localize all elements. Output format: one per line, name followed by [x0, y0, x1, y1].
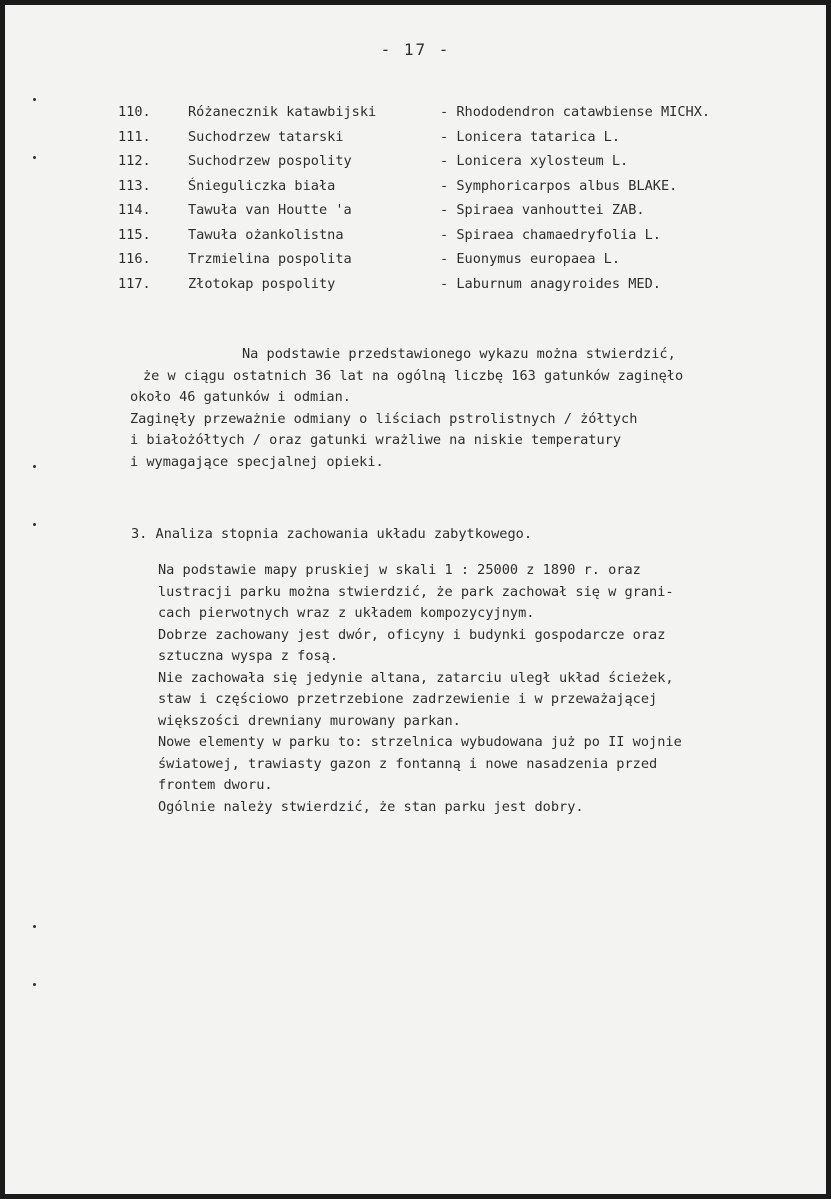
summary-paragraph — [130, 344, 683, 473]
plant-number: 114. — [118, 202, 151, 218]
plant-latin-name: - Lonicera xylosteum L. — [440, 153, 629, 169]
text-line: światowej, trawiasty gazon z fontanną i nowe nasadzenia przed — [158, 755, 658, 772]
plant-polish-name: Tawuła van Houtte 'a — [188, 202, 352, 218]
plant-number: 112. — [118, 153, 151, 169]
plant-number: 110. — [118, 104, 151, 120]
text-line: Ogólnie należy stwierdzić, że stan parku jest dobry. — [158, 798, 584, 815]
plant-number: 113. — [118, 177, 151, 194]
plant-latin-name: - Spiraea vanhouttei ZAB. — [440, 202, 645, 218]
text-line: Dobrze zachowany jest dwór, oficyny i budynki gospodarcze oraz — [158, 626, 666, 643]
plant-polish-name: Śnieguliczka biała — [188, 177, 336, 194]
text-line: Nie zachowała się jedynie altana, zatarciu uległ układ ścieżek, — [158, 669, 674, 686]
section-heading: 3. Analiza stopnia zachowania układu zabytkowego. — [131, 526, 533, 542]
plant-polish-name: Tawuła ożankolistna — [188, 226, 344, 243]
plant-row — [118, 251, 818, 276]
text-line: cach pierwotnych wraz z układem kompozycyjnym. — [158, 605, 535, 621]
margin-speck — [33, 983, 36, 986]
plant-row — [118, 202, 818, 227]
plant-polish-name: Trzmielina pospolita — [188, 251, 352, 267]
plant-list — [118, 104, 818, 300]
plant-latin-name: - Euonymus europaea L. — [440, 251, 621, 267]
plant-row — [118, 178, 818, 203]
plant-latin-name: - Symphoricarpos albus BLAKE. — [440, 177, 678, 194]
text-line: lustracji parku można stwierdzić, że park zachował się w grani- — [158, 583, 674, 600]
text-line: Zaginęły przeważnie odmiany o liściach pstrolistnych / żółtych — [130, 410, 638, 427]
plant-number: 115. — [118, 226, 151, 243]
margin-speck — [33, 925, 36, 928]
text-line: około 46 gatunków i odmian. — [130, 389, 351, 405]
plant-polish-name: Suchodrzew tatarski — [188, 128, 344, 145]
plant-polish-name: Różanecznik katawbijski — [188, 104, 377, 120]
plant-polish-name: Złotokap pospolity — [188, 275, 336, 292]
text-line: Nowe elementy w parku to: strzelnica wybudowana już po II wojnie — [158, 734, 682, 750]
plant-row — [118, 104, 818, 129]
plant-latin-name: - Rhododendron catawbiense MICHX. — [440, 104, 711, 120]
plant-row — [118, 227, 818, 252]
page-number: - 17 - — [380, 40, 451, 59]
text-line: że w ciągu ostatnich 36 lat na ogólną liczbę 163 gatunków zaginęło — [143, 367, 684, 384]
plant-number: 111. — [118, 128, 151, 145]
margin-speck — [33, 98, 36, 101]
plant-latin-name: - Lonicera tatarica L. — [440, 128, 621, 145]
text-line: większości drewniany murowany parkan. — [158, 712, 461, 729]
margin-speck — [33, 156, 36, 159]
plant-number: 117. — [118, 275, 151, 292]
text-line: sztuczna wyspa z fosą. — [158, 648, 339, 664]
plant-row — [118, 129, 818, 154]
text-line: i białożółtych / oraz gatunki wrażliwe na niskie temperatury — [130, 432, 622, 448]
text-line: staw i częściowo przetrzebione zadrzewienie i w przeważającej — [158, 691, 658, 707]
margin-speck — [33, 523, 36, 526]
plant-polish-name: Suchodrzew pospolity — [188, 153, 352, 169]
plant-number: 116. — [118, 251, 151, 267]
section-paragraph — [158, 560, 682, 818]
plant-row — [118, 153, 818, 178]
text-line: frontem dworu. — [158, 777, 273, 793]
margin-speck — [33, 465, 36, 468]
text-line: i wymagające specjalnej opieki. — [130, 453, 384, 470]
plant-row — [118, 276, 818, 301]
plant-latin-name: - Laburnum anagyroides MED. — [440, 275, 661, 292]
text-line: Na podstawie przedstawionego wykazu można stwierdzić, — [242, 346, 676, 362]
text-line: Na podstawie mapy pruskiej w skali 1 : 25000 z 1890 r. oraz — [158, 562, 641, 578]
plant-latin-name: - Spiraea chamaedryfolia L. — [440, 226, 661, 243]
